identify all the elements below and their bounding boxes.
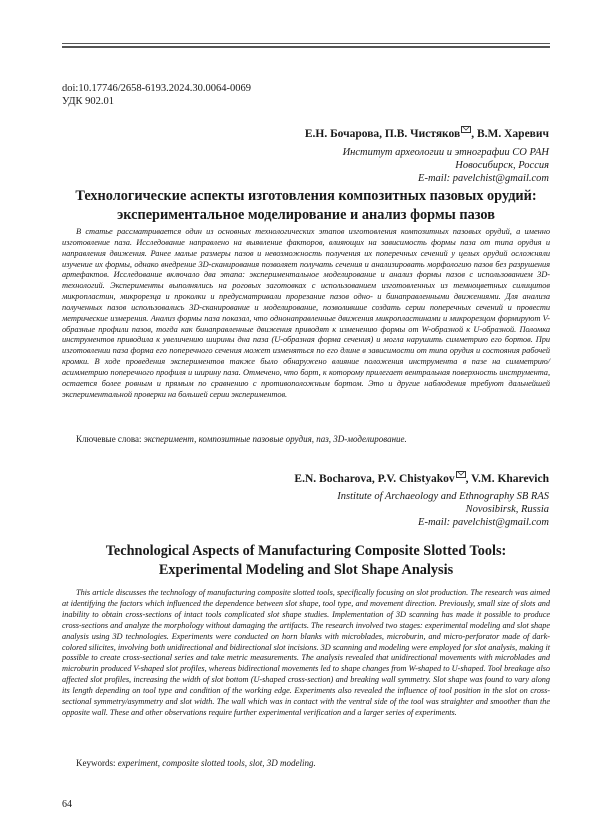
ru-title	[62, 187, 550, 225]
ru-title-line2: экспериментальное моделирование и анализ формы пазов	[117, 207, 495, 223]
envelope-icon	[456, 471, 466, 478]
en-authors	[294, 473, 549, 485]
doi[interactable]: doi:10.17746/2658-6193.2024.30.0064-0069	[62, 83, 251, 94]
en-abstract	[62, 588, 550, 719]
en-keywords-label: Keywords:	[76, 758, 116, 768]
en-authors-main: E.N. Bocharova, P.V. Chistyakov	[294, 473, 455, 485]
en-institute: Institute of Archaeology and Ethnography SB RAS	[337, 491, 549, 502]
article-meta	[62, 83, 251, 108]
ru-abstract-text: В статье рассматривается один из основных технологических этапов изготовления композитных пазовых орудий, а именно изготовление паза. Исследование направлено на выявление факторов, влияющих на зависимость формы паза от типа орудия и направления движения. Ранее малые размеры пазов и невозможность получения их поперечных сечений у целых орудий осложняли изучение их формы, однако внедрение 3D-сканирования позволяет получать сечения и анализировать морфологию пазов без разрушения артефактов. Исследование включало два этапа: экспериментальное моделирование и анализ формы пазов с использованием 3D-технологий. Эксперименты выполнялись на роговых заготовках с использованием изготовленных из темноцветных силицитов микропластин, микрорезца и проколки и предусматривали прорезание пазов одно- и бинаправленными движениями. Для анализа полученных пазов использовались 3D-сканирование и моделирование, позволившие создать серии поперечных сечений и провести метрические измерения. Анализ формы паза показал, что однонаправленные движения микропластинами и микрорезцом формируют V-образные профили пазов, тогда как бинаправленные движения приводят к изменению формы от W-образной к U-образной. Поломка инструментов приводила к увеличению ширины дна паза (U-образная форма сечения) и могла нарушить симметрию его бортов. При изготовлении паза форма его поперечного сечения может изменяться по его длине в зависимости от типа орудия и состояния рабочей кромки. В ходе проведения экспериментов также было обнаружено влияние положения инструмента в пазе на симметрию/асимметрию поперечного профиля и ширину паза. Отмечено, что борт, к которому прилегает вентральная поверхность инструмента, остается более ровным и прямым по сравнению с противоположным бортом. Это и другие наблюдения требуют дальнейшей экспериментальной проверки на большей серии экспериментов.	[62, 227, 550, 399]
ru-authors-tail: , В.М. Харевич	[471, 128, 549, 140]
envelope-icon	[461, 126, 471, 133]
en-abstract-text: This article discusses the technology of manufacturing composite slotted tools, specifically focusing on slot production. The research was aimed at identifying the factors which influenced the dependence between slot shape, tool type, and movement direction. Previously, small size of slots and inability to obtain cross-sections of intact tools complicated slot shape studies. Implementation of 3D scanning has made it possible to produce cross-sections and analyze the morphology without damaging the artifacts. The research involved two stages: experimental modeling and slot shape analysis using 3D technologies. Experiments were conducted on horn blanks with microblades, microburin, and micro-perforator made of dark-colored silicites, involving both unidirectional and bidirectional slot incisions. 3D scanning and modeling were employed for slot analysis, making it possible to create cross-sectional series and take metric measurements. The analysis revealed that unidirectional movements with microblades and microburin produced V-shaped slot profiles, whereas bidirectional movements led to shape changes from W-shaped to U-shaped. Tool breakage also affected slot profiles, increasing the width of slot bottom (U-shaped cross-section) and breaking wall symmetry. Slot shape was found to vary along its length depending on tool type and condition of the working edge. Experiments also revealed the influence of tool position in the slot on cross-sectional symmetry/asymmetry and slot width. The wall which was in contact with the ventral side of the tool was straighter and smoother than the opposite wall. These and other observations require further experimental verification and a larger series of experiments.	[62, 588, 550, 717]
ru-city: Новосибирск, Россия	[455, 160, 549, 171]
en-title-line1: Technological Aspects of Manufacturing Composite Slotted Tools:	[105, 543, 507, 559]
ru-email[interactable]: E-mail: pavelchist@gmail.com	[418, 173, 549, 184]
en-keywords	[76, 758, 316, 768]
ru-authors-main: Е.Н. Бочарова, П.В. Чистяков	[304, 128, 461, 140]
ru-keywords-values: эксперимент, композитные пазовые орудия, паз, 3D-моделирование.	[143, 434, 407, 444]
ru-institute: Институт археологии и этнографии СО РАН	[342, 147, 549, 158]
en-affiliation	[337, 490, 549, 529]
en-authors-tail: , V.M. Kharevich	[465, 473, 549, 485]
top-rule-thick	[62, 46, 550, 48]
ru-keywords-label: Ключевые слова:	[76, 434, 142, 444]
en-email[interactable]: E-mail: pavelchist@gmail.com	[418, 517, 549, 528]
en-title-line2: Experimental Modeling and Slot Shape Analysis	[158, 562, 454, 578]
ru-abstract	[62, 227, 550, 401]
en-keywords-values: experiment, composite slotted tools, slot, 3D modeling.	[117, 758, 316, 768]
ru-authors	[305, 128, 549, 140]
ru-title-line1: Технологические аспекты изготовления композитных пазовых орудий:	[75, 188, 537, 204]
ru-affiliation	[343, 146, 549, 185]
page-number: 64	[62, 799, 72, 810]
en-title	[62, 542, 550, 580]
udc: УДК 902.01	[62, 95, 115, 107]
ru-keywords	[76, 434, 407, 444]
en-city: Novosibirsk, Russia	[465, 504, 549, 515]
top-rule	[62, 43, 550, 44]
